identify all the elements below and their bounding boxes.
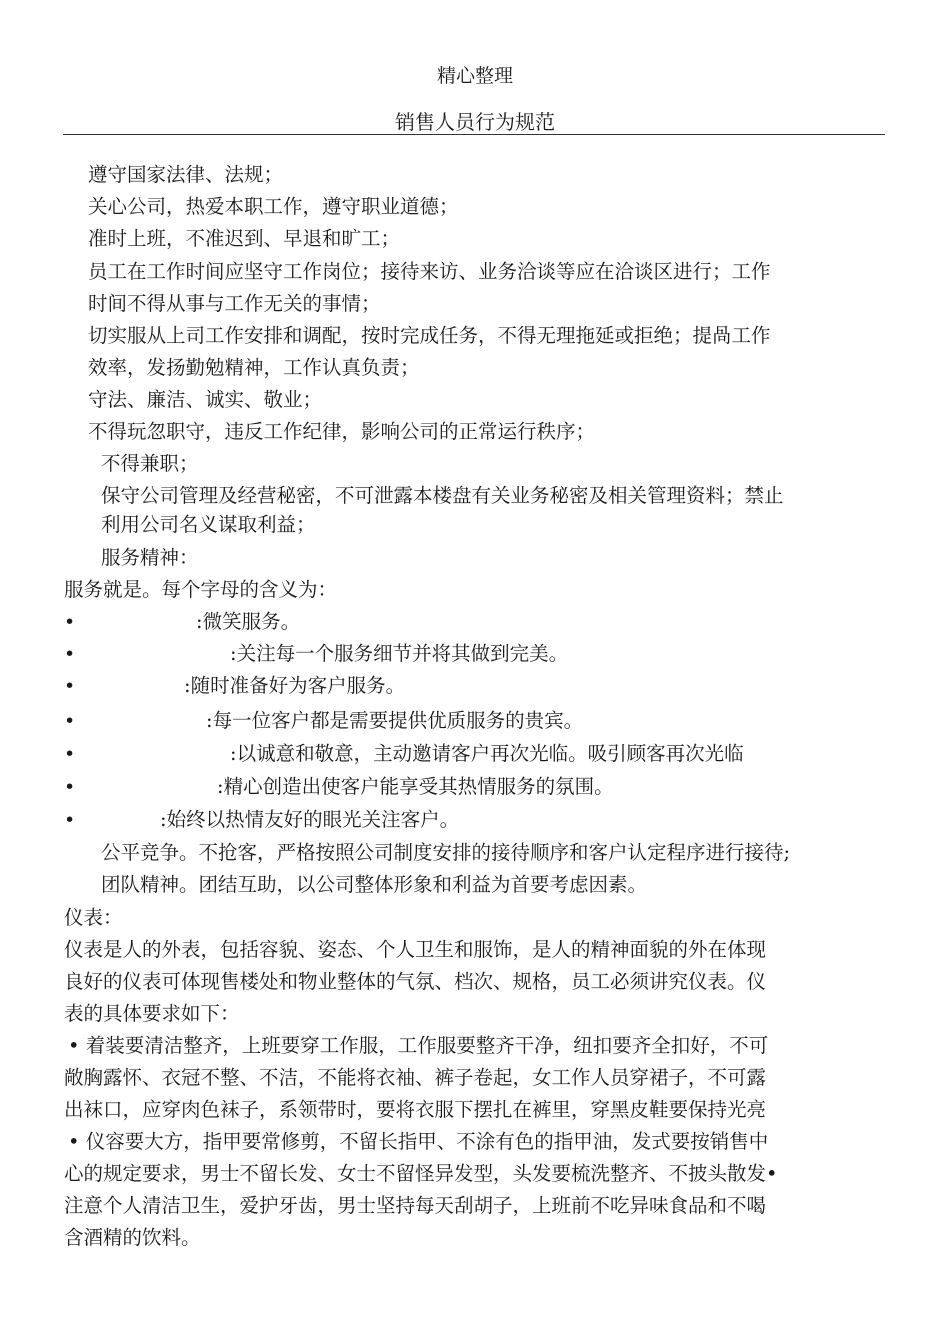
service-item: :以诚意和敬意，主动邀请客户再次光临。吸引顾客再次光临 (230, 742, 744, 765)
service-item: :精心创造出使客户能享受其热情服务的氛围。 (217, 775, 614, 798)
bullet-icon: • (64, 710, 76, 732)
service-item: :始终以热情友好的眼光关注客户。 (160, 808, 460, 831)
service-item: :关注每一个服务细节并将其做到完美。 (230, 642, 569, 665)
service-item: :微笑服务。 (196, 610, 301, 633)
page-header: 精心整理 (436, 65, 513, 87)
appearance-detail-line: • 仪容要大方，指甲要常修剪，不留长指甲、不涂有色的指甲油，发式要按销售中 (68, 1130, 769, 1153)
bullet-icon: • (64, 643, 76, 665)
appearance-detail-line: • 着装要清洁整齐，上班要穿工作服，工作服要整齐干净，纽扣要齐全扣好，不可 (68, 1034, 769, 1057)
rule-line: 准时上班，不准迟到、早退和旷工； (88, 227, 401, 250)
rule-line: 服务精神： (101, 546, 199, 569)
appearance-intro-line: 仪表是人的外表，包括容貌、姿态、个人卫生和服饰，是人的精神面貌的外在体现 (64, 938, 767, 961)
rule-line: 效率，发扬勤勉精神，工作认真负责； (88, 356, 420, 379)
fair-competition: 公平竞争。不抢客，严格按照公司制度安排的接待顺序和客户认定程序进行接待; (101, 841, 791, 864)
appearance-detail-line: 注意个人清洁卫生，爱护牙齿，男士坚持每天刮胡子，上班前不吃异味食品和不喝 (64, 1194, 767, 1217)
team-spirit: 团队精神。团结互助，以公司整体形象和利益为首要考虑因素。 (101, 873, 648, 896)
rule-line: 守法、廉洁、诚实、敬业； (88, 388, 323, 411)
title-divider (63, 134, 885, 135)
appearance-detail-line: 心的规定要求，男士不留长发、女士不留怪异发型，头发要梳洗整齐、不披头散发• (64, 1162, 778, 1185)
rule-line: 保守公司管理及经营秘密，不可泄露本楼盘有关业务秘密及相关管理资料；禁止 (101, 484, 784, 507)
document-title: 销售人员行为规范 (395, 110, 555, 134)
rule-line: 关心公司，热爱本职工作，遵守职业道德； (88, 195, 459, 218)
rule-line: 遵守国家法律、法规； (88, 163, 284, 186)
rule-line: 不得玩忽职守，违反工作纪律，影响公司的正常运行秩序； (88, 420, 596, 443)
appearance-intro-line: 良好的仪表可体现售楼处和物业整体的气氛、档次、规格，员工必须讲究仪表。仪 (64, 970, 767, 993)
rule-line: 时间不得从事与工作无关的事情； (88, 292, 381, 315)
bullet-icon: • (64, 743, 76, 765)
appearance-detail-line: 出袜口，应穿肉色袜子，系领带时，要将衣服下摆扎在裤里，穿黑皮鞋要保持光亮 (64, 1098, 767, 1121)
service-item: :随时准备好为客户服务。 (184, 674, 406, 697)
appearance-heading: 仪表： (64, 906, 123, 929)
rule-line: 不得兼职； (101, 452, 199, 475)
bullet-icon: • (64, 809, 76, 831)
appearance-intro-line: 表的具体要求如下： (64, 1002, 240, 1025)
rule-line: 切实服从上司工作安排和调配，按时完成任务，不得无理拖延或拒绝；提咼工作 (88, 324, 771, 347)
rule-line: 员工在工作时间应坚守工作岗位；接待来访、业务洽谈等应在洽谈区进行；工作 (88, 260, 771, 283)
bullet-icon: • (64, 611, 76, 633)
service-item: :每一位客户都是需要提供优质服务的贵宾。 (206, 709, 584, 732)
appearance-detail-line: 敞胸露怀、衣冠不整、不洁，不能将衣袖、裤子卷起，女工作人员穿裙子，不可露 (64, 1066, 767, 1089)
appearance-detail-line: 含酒精的饮料。 (64, 1226, 201, 1249)
bullet-icon: • (64, 776, 76, 798)
bullet-icon: • (64, 675, 76, 697)
rule-line: 利用公司名义谋取利益； (101, 513, 316, 536)
service-intro: 服务就是。每个字母的含义为： (64, 578, 338, 601)
